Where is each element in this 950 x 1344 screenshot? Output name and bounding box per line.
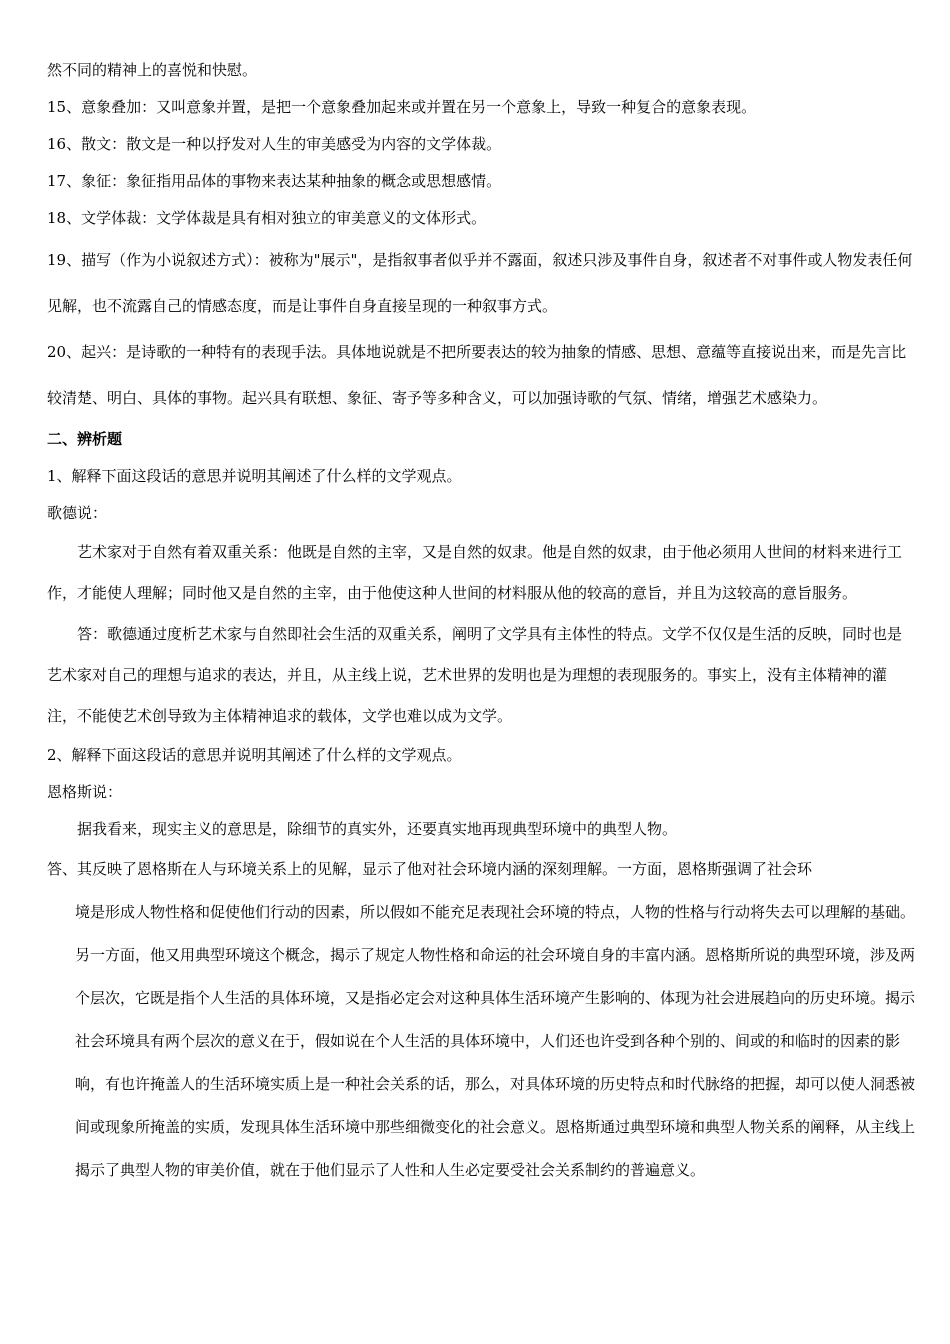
question-2-answer-body: 境是形成人物性格和促使他们行动的因素，所以假如不能充足表现社会环境的特点，人物的性格与行动将失去可以理解的基础。另一方面，他又用典型环境这个概念，揭示了规定人物性格和命运的社会环境自身的丰富内涵。恩格斯所说的典型环境，涉及两个层次，它既是指个人生活的具体环境，又是指必定会对这种具体生活环境产生影响的、体现为社会进展趋向的历史环境。揭示社会环境具有两个层次的意义在于，假如说在个人生活的具体环境中，人们还也许受到各种个别的、间或的和临时的因素的影响，有也许掩盖人的生活环境实质上是一种社会关系的话，那么，对具体环境的历史特点和时代脉络的把握，却可以使人洞悉被间或现象所掩盖的实质，发现具体生活环境中那些细微变化的社会意义。恩格斯通过典型环境和典型人物关系的阐释，从主线上揭示了典型人物的审美价值，就在于他们显示了人性和人生必定要受社会关系制约的普遍意义。 <box>75 903 916 1179</box>
question-2-answer <box>47 848 916 1192</box>
question-1-answer: 答：歌德通过度析艺术家与自然即社会生活的双重关系，阐明了文学具有主体性的特点。文学不仅仅是生活的反映，同时也是艺术家对自己的理想与追求的表达，并且，从主线上说，艺术世界的发明也是为理想的表现服务的。事实上，没有主体精神的灌注，不能使艺术创导致为主体精神追求的载体，文学也难以成为文学。 <box>47 625 903 725</box>
question-2-answer-first-line: 答、其反映了恩格斯在人与环境关系上的见解，显示了他对社会环境内涵的深刻理解。一方面，恩格斯强调了社会环 <box>47 860 813 878</box>
definition-20: 20、起兴：是诗歌的一种特有的表现手法。具体地说就是不把所要表达的较为抽象的情感、思想、意蕴等直接说出来，而是先言比较清楚、明白、具体的事物。起兴具有联想、象征、寄予等多种含义，可以加强诗歌的气氛、情绪，增强艺术感染力。 <box>47 343 907 407</box>
continuation-line: 然不同的精神上的喜悦和快慰。 <box>47 61 258 79</box>
section-heading: 二、辨析题 <box>47 430 123 448</box>
definition-16: 16、散文：散文是一种以抒发对人生的审美感受为内容的文学体裁。 <box>47 135 502 153</box>
question-1-prompt: 1、解释下面这段话的意思并说明其阐述了什么样的文学观点。 <box>47 467 462 485</box>
definition-18: 18、文学体裁：文学体裁是具有相对独立的审美意义的文体形式。 <box>47 209 487 227</box>
question-2-speaker: 恩格斯说： <box>47 783 123 801</box>
question-1-quote: 艺术家对于自然有着双重关系：他既是自然的主宰，又是自然的奴隶。他是自然的奴隶，由于他必须用人世间的材料来进行工作，才能使人理解；同时他又是自然的主宰，由于他使这种人世间的材料服从他的较高的意旨，并且为这较高的意旨服务。 <box>47 543 903 602</box>
question-2-quote: 据我看来，现实主义的意思是，除细节的真实外，还要真实地再现典型环境中的典型人物。 <box>77 820 678 838</box>
question-2-prompt: 2、解释下面这段话的意思并说明其阐述了什么样的文学观点。 <box>47 746 462 764</box>
definition-19: 19、描写（作为小说叙述方式）：被称为"展示"，是指叙事者似乎并不露面，叙述只涉及事件自身，叙述者不对事件或人物发表任何见解，也不流露自己的情感态度，而是让事件自身直接呈现的一种叙事方式。 <box>47 251 913 315</box>
question-1-speaker: 歌德说： <box>47 504 108 522</box>
definition-17: 17、象征：象征指用品体的事物来表达某种抽象的概念或思想感情。 <box>47 172 502 190</box>
definition-15: 15、意象叠加：又叫意象并置，是把一个意象叠加起来或并置在另一个意象上，导致一种复合的意象表现。 <box>47 98 757 116</box>
